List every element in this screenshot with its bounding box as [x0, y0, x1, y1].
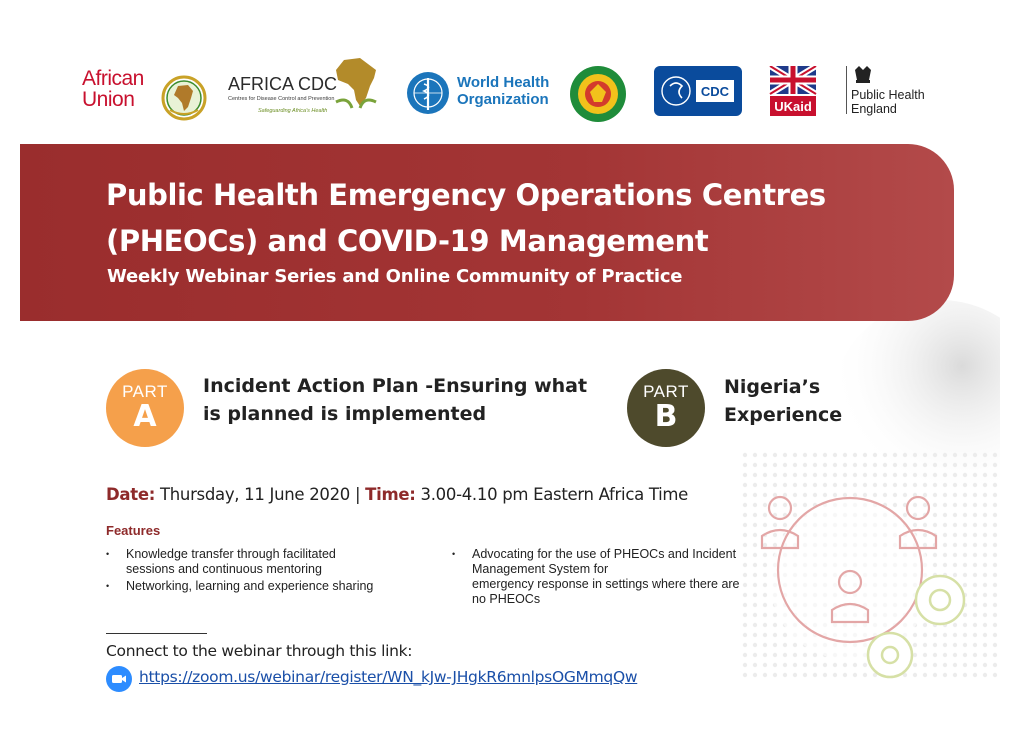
part-b-letter: B: [654, 399, 678, 434]
au-logo-line1: African: [82, 67, 144, 90]
date-time-separator: |: [354, 485, 361, 504]
part-a-line-1: Incident Action Plan -Ensuring what: [203, 375, 588, 397]
svg-text:CDC: CDC: [700, 84, 730, 99]
page-subtitle: Weekly Webinar Series and Online Community of Practice: [107, 266, 683, 287]
features-heading: Features: [106, 523, 161, 538]
part-a-badge: [106, 369, 184, 447]
divider-rule: [106, 633, 207, 634]
feature-item-line: emergency response in settings where there are: [472, 577, 740, 591]
who-logo: [405, 70, 555, 116]
part-b-word: PART: [643, 382, 689, 401]
date-label: Date:: [106, 485, 156, 504]
feature-item: [106, 579, 406, 594]
ukaid-wordmark: UKaid: [774, 99, 812, 114]
who-emblem-icon: [405, 70, 451, 116]
feature-item-line: no PHEOCs: [472, 592, 541, 606]
ukaid-logo: [768, 66, 818, 122]
ecowas-logo: [568, 64, 628, 124]
africa-cdc-logo: [228, 56, 388, 116]
part-b-topic: [724, 373, 924, 429]
africa-cdc-title: AFRICA CDC: [228, 74, 338, 94]
au-logo-line2: Union: [82, 88, 135, 111]
part-a-letter: A: [133, 399, 157, 434]
feature-item-line: • Advocating for the use of PHEOCs and Incident: [472, 547, 737, 561]
phe-logo-line1: Public Health: [851, 88, 925, 102]
who-logo-line1: World Health: [457, 74, 550, 91]
african-union-logo: [82, 68, 212, 118]
royal-crest-icon: [852, 64, 874, 84]
africa-cdc-subtitle: Centres for Disease Control and Prevention: [228, 96, 335, 102]
union-flag-icon: [768, 66, 818, 122]
us-cdc-logo: [654, 66, 742, 116]
us-cdc-emblem-icon: [654, 66, 742, 116]
part-b-line-2: Experience: [724, 404, 843, 426]
connect-label: Connect to the webinar through this link:: [106, 642, 413, 660]
feature-item-line: • Networking, learning and experience sharing: [126, 579, 374, 593]
features-list-right: [452, 547, 772, 609]
part-b-badge: [627, 369, 705, 447]
part-a-topic: [203, 372, 623, 428]
zoom-video-icon: [106, 666, 132, 692]
africa-map-icon: [330, 56, 382, 114]
public-health-england-logo: [846, 64, 956, 120]
part-a-word: PART: [122, 382, 168, 401]
title-line-1: Public Health Emergency Operations Centres: [106, 178, 826, 212]
features-list-left: [106, 547, 406, 596]
date-time-line: [106, 485, 688, 504]
webinar-register-link[interactable]: https://zoom.us/webinar/register/WN_kJw-JHgkR6mnlpsOGMmqQw: [139, 668, 638, 686]
feature-item-line: sessions and continuous mentoring: [126, 562, 322, 576]
phe-divider: [846, 66, 847, 114]
partner-logos: [0, 56, 1024, 126]
part-b-line-1: Nigeria’s: [724, 376, 821, 398]
page-title: [106, 172, 946, 264]
part-a-line-2: is planned is implemented: [203, 403, 487, 425]
decorative-network-graphic: [740, 300, 1000, 720]
phe-logo-line2: England: [851, 102, 897, 116]
au-emblem-icon: [160, 74, 208, 122]
video-camera-icon: [106, 666, 132, 692]
time-value: 3.00-4.10 pm Eastern Africa Time: [420, 485, 689, 504]
feature-item: [106, 547, 406, 577]
title-line-2: (PHEOCs) and COVID-19 Management: [106, 224, 709, 258]
ecowas-emblem-icon: [568, 64, 628, 124]
who-logo-line2: Organization: [457, 91, 549, 108]
date-value: Thursday, 11 June 2020: [159, 485, 350, 504]
feature-item-line: • Knowledge transfer through facilitated: [126, 547, 336, 561]
feature-item: [452, 547, 772, 607]
africa-cdc-tagline: Safeguarding Africa's Health: [258, 108, 328, 114]
feature-item-line: Management System for: [472, 562, 609, 576]
time-label: Time:: [365, 485, 416, 504]
